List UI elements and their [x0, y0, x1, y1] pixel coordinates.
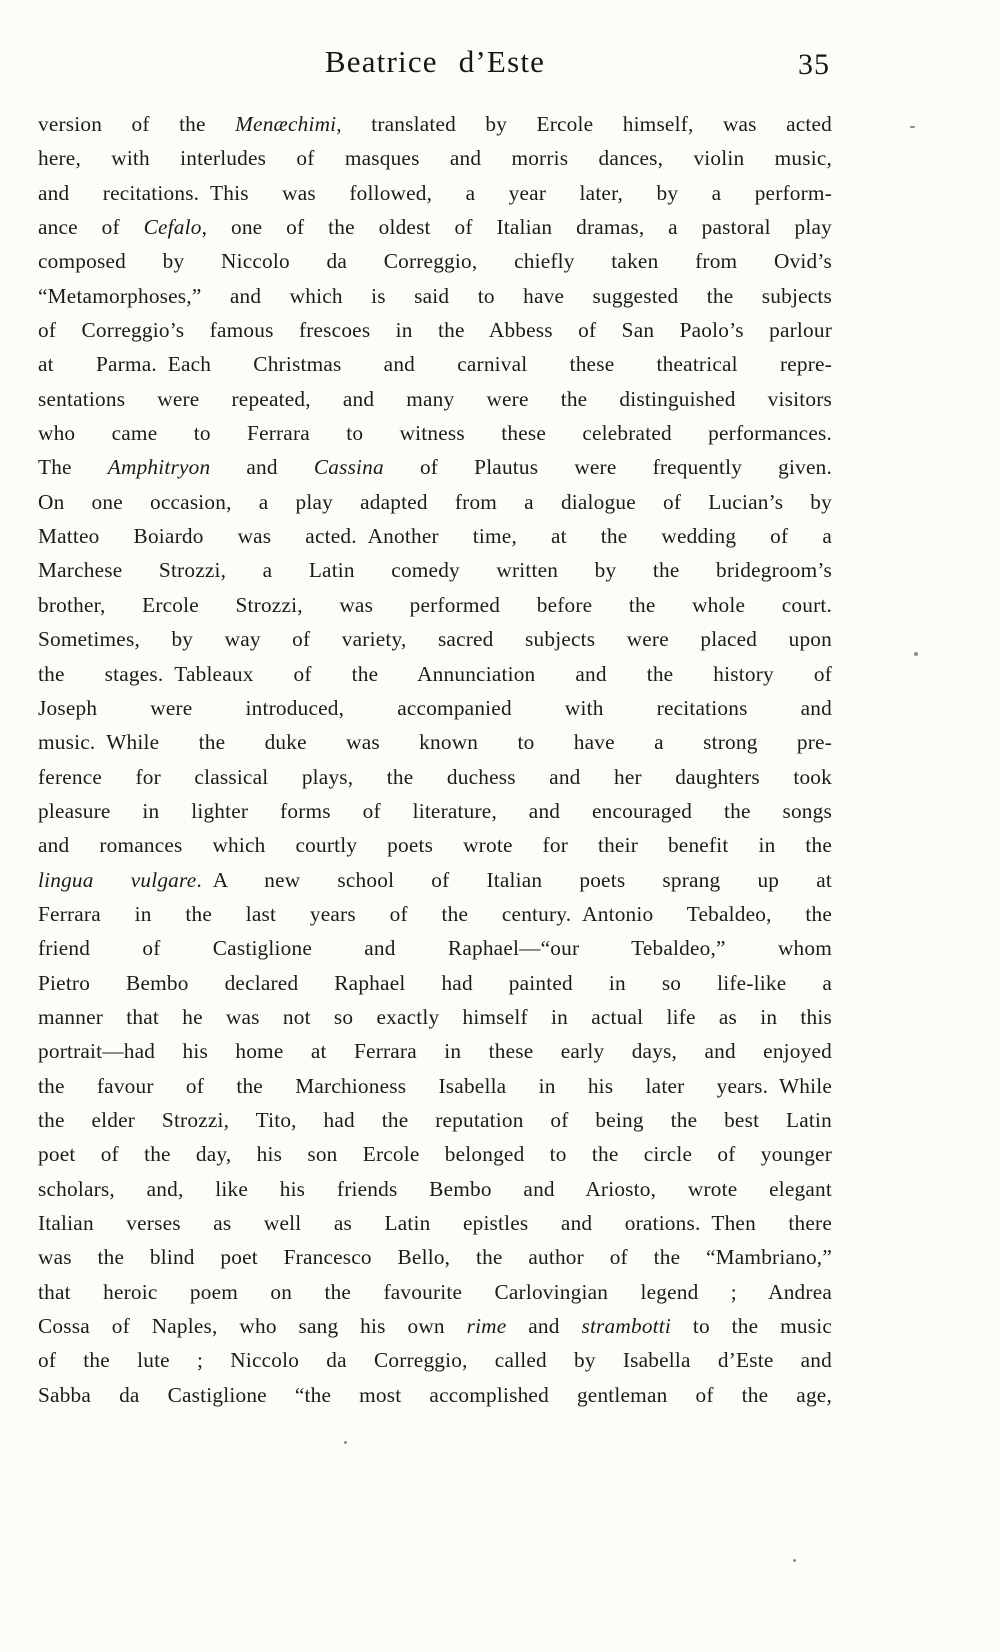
- text-line: [38, 1069, 832, 1103]
- text-run: the stages. Tableaux of the Annunciation and the history of: [38, 661, 832, 686]
- text-run: Italian verses as well as Latin epistles and orations. Then there: [38, 1211, 832, 1235]
- text-run: Cossa of Naples, who sang his own: [38, 1314, 467, 1339]
- text-line: [38, 622, 832, 656]
- text-line: [38, 897, 832, 931]
- text-run: was the blind poet Francesco Bello, the author of the “Mambriano,”: [38, 1245, 832, 1270]
- text-run: portrait—had his home at Ferrara in these early days, and enjoyed: [38, 1039, 832, 1064]
- text-run: scholars, and, like his friends Bembo and Ariosto, wrote elegant: [38, 1176, 832, 1201]
- scan-speck: [914, 652, 918, 656]
- italic-phrase: Amphitryon: [107, 455, 211, 480]
- text-run: version of the: [38, 112, 236, 136]
- text-line: [38, 1309, 832, 1343]
- italic-phrase: Menæchimi: [235, 112, 337, 136]
- text-line: [38, 794, 832, 828]
- scan-speck: [793, 1559, 796, 1562]
- text-line: [38, 863, 832, 897]
- text-line: [38, 1378, 832, 1412]
- text-line: [38, 931, 832, 965]
- text-line: [38, 210, 832, 244]
- text-line: [38, 1000, 832, 1034]
- text-run: and: [506, 1314, 582, 1339]
- text-run: the elder Strozzi, Tito, had the reputation of being the best Latin: [38, 1107, 832, 1132]
- text-run: of Plautus were frequently given.: [383, 455, 832, 480]
- text-run: “Metamorphoses,” and which is said to have suggested the subjects: [38, 283, 832, 308]
- italic-phrase: rime: [466, 1314, 507, 1339]
- page-number: 35: [798, 48, 830, 81]
- text-line: [38, 416, 832, 450]
- text-line: [38, 1206, 832, 1240]
- italic-phrase: strambotti: [581, 1314, 672, 1339]
- text-run: , translated by Ercole himself, was acted: [336, 112, 832, 136]
- text-run: that heroic poem on the favourite Carlovingian legend ; Andrea: [38, 1279, 832, 1304]
- text-line: [38, 244, 832, 278]
- text-run: Sometimes, by way of variety, sacred subjects were placed upon: [38, 627, 832, 652]
- text-line: [38, 382, 832, 416]
- text-run: . A new school of Italian poets sprang up at: [196, 867, 832, 892]
- text-run: of Correggio’s famous frescoes in the Abbess of San Paolo’s parlour: [38, 318, 832, 343]
- scan-speck: [910, 126, 915, 128]
- text-run: Joseph were introduced, accompanied with recitations and: [38, 695, 832, 720]
- text-run: and romances which courtly poets wrote for their benefit in the: [38, 833, 832, 858]
- text-run: composed by Niccolo da Correggio, chiefly taken from Ovid’s: [38, 249, 832, 274]
- text-run: Pietro Bembo declared Raphael had painted in so life-like a: [38, 970, 832, 995]
- text-run: ance of: [38, 215, 144, 240]
- text-run: Sabba da Castiglione “the most accomplished gentleman of the age,: [38, 1382, 832, 1407]
- text-run: at Parma. Each Christmas and carnival these theatrical repre-: [38, 352, 832, 377]
- text-line: [38, 519, 832, 553]
- text-run: the favour of the Marchioness Isabella in his later years. While: [38, 1073, 832, 1098]
- text-run: Marchese Strozzi, a Latin comedy written by the bridegroom’s: [38, 558, 832, 583]
- text-run: On one occasion, a play adapted from a dialogue of Lucian’s by: [38, 489, 832, 514]
- text-run: and: [210, 455, 314, 480]
- text-line: [38, 553, 832, 587]
- text-line: [38, 450, 832, 484]
- text-line: [38, 828, 832, 862]
- text-run: who came to Ferrara to witness these celebrated performances.: [38, 421, 832, 446]
- text-line: [38, 313, 832, 347]
- text-run: manner that he was not so exactly himself in actual life as in this: [38, 1004, 832, 1029]
- text-line: [38, 176, 832, 210]
- text-run: of the lute ; Niccolo da Correggio, called by Isabella d’Este and: [38, 1348, 832, 1373]
- text-line: [38, 1275, 832, 1309]
- text-run: music. While the duke was known to have a strong pre-: [38, 730, 832, 755]
- text-run: friend of Castiglione and Raphael—“our Tebaldeo,” whom: [38, 936, 832, 961]
- text-line: [38, 657, 832, 691]
- text-run: The: [38, 455, 108, 480]
- text-line: [38, 1240, 832, 1274]
- text-line: [38, 1137, 832, 1171]
- text-line: [38, 1103, 832, 1137]
- text-line: [38, 725, 832, 759]
- scan-speck: [344, 1441, 347, 1444]
- page-header: [38, 44, 832, 90]
- text-line: [38, 141, 832, 175]
- text-line: [38, 279, 832, 313]
- text-run: to the music: [671, 1314, 832, 1339]
- text-line: [38, 1343, 832, 1377]
- text-run: brother, Ercole Strozzi, was performed before the whole court.: [38, 592, 832, 617]
- text-run: , one of the oldest of Italian dramas, a pastoral play: [201, 215, 832, 240]
- text-line: [38, 966, 832, 1000]
- text-line: [38, 485, 832, 519]
- text-line: [38, 588, 832, 622]
- text-run: Ferrara in the last years of the century. Antonio Tebaldeo, the: [38, 901, 832, 926]
- text-run: poet of the day, his son Ercole belonged to the circle of younger: [38, 1142, 832, 1167]
- text-run: sentations were repeated, and many were the distinguished visitors: [38, 386, 832, 411]
- page-title: Beatrice d’Este: [324, 44, 546, 79]
- text-run: pleasure in lighter forms of literature, and encouraged the songs: [38, 798, 832, 823]
- text-line: [38, 691, 832, 725]
- text-run: and recitations. This was followed, a year later, by a perform-: [38, 180, 832, 205]
- text-line: [38, 1034, 832, 1068]
- text-line: [38, 347, 832, 381]
- text-run: ference for classical plays, the duchess and her daughters took: [38, 764, 832, 789]
- text-line: [38, 760, 832, 794]
- text-run: here, with interludes of masques and morris dances, violin music,: [38, 146, 832, 171]
- page-body: [38, 107, 832, 1412]
- italic-phrase: Cefalo: [143, 215, 202, 240]
- text-run: Matteo Boiardo was acted. Another time, at the wedding of a: [38, 524, 832, 549]
- italic-phrase: lingua vulgare: [38, 867, 197, 892]
- text-line: [38, 1172, 832, 1206]
- italic-phrase: Cassina: [313, 455, 384, 480]
- text-line: [38, 107, 832, 141]
